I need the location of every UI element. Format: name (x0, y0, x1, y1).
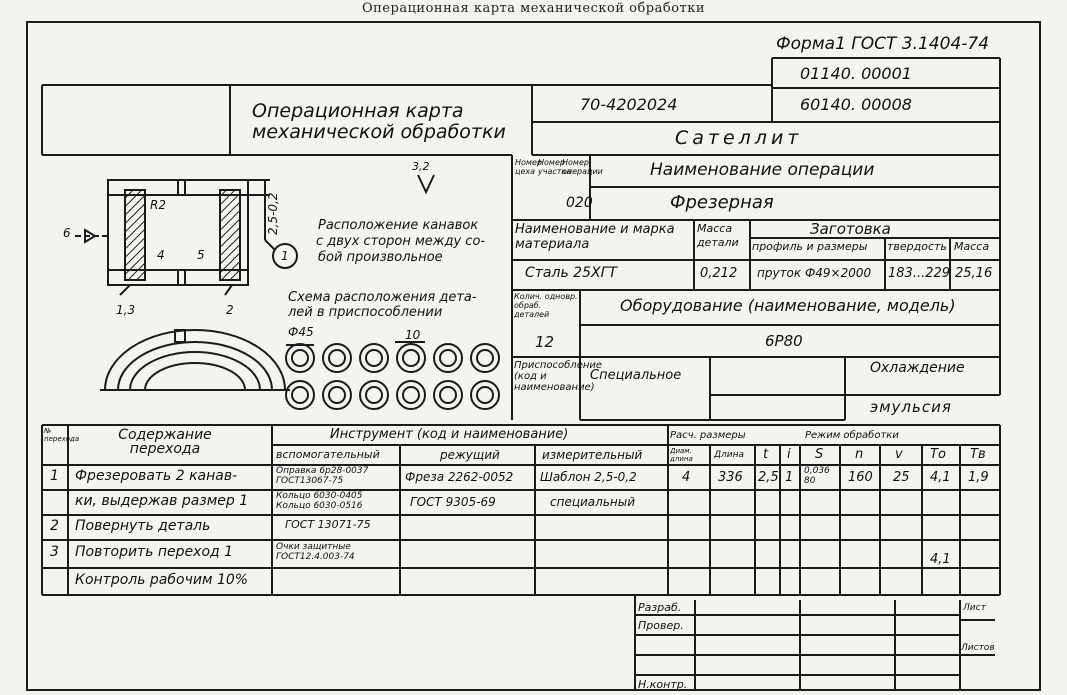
fixture-scheme (286, 342, 499, 409)
part-drawing (75, 175, 434, 390)
row5-content: Контроль рабочим 10% (75, 572, 249, 588)
col-tool-header: Инструмент (код и наименование) (330, 427, 569, 442)
col-s-header: S (815, 447, 824, 462)
doc-number-top: 01140. 00001 (800, 64, 912, 83)
col-cut-header: режущий (440, 448, 500, 462)
operation-name-header: Наименование операции (650, 160, 875, 180)
row1-to: 4,1 (930, 470, 951, 485)
col-i-header: i (787, 447, 791, 462)
part-name: Сателлит (675, 127, 803, 149)
row3-aux: ГОСТ 13071-75 (285, 518, 371, 531)
material-header: Наименование и марка материала (515, 222, 675, 252)
mass-value: 0,212 (700, 266, 738, 281)
col-len-header: Длина (714, 450, 745, 460)
profile-header: профиль и размеры (752, 240, 868, 253)
row3-num: 2 (50, 518, 59, 534)
sig-sheet: Лист (963, 603, 986, 613)
qty-header: Колич. одновр. обраб. деталей (514, 292, 578, 319)
col-v-header: v (895, 447, 903, 462)
row1-tv: 1,9 (968, 470, 989, 485)
row1-num: 1 (50, 468, 59, 484)
row1-s: 0,036 80 (804, 466, 830, 486)
col-t-header: t (763, 447, 769, 462)
sig-developed: Разраб. (638, 601, 682, 614)
col-section: Номер участка (538, 158, 572, 176)
row1-meas: Шаблон 2,5-0,2 (540, 470, 637, 484)
sig-sheets: Листов (961, 643, 995, 653)
row2-meas: специальный (550, 495, 636, 509)
blank-header: Заготовка (810, 220, 891, 238)
col-meas-header: измерительный (542, 448, 643, 462)
col-calc-header: Расч. размеры (670, 430, 746, 441)
note-line2: с двух сторон между со- (316, 234, 486, 249)
col-to-header: То (930, 447, 946, 462)
row1-v: 25 (893, 470, 910, 485)
col-op-number: Номер операции (562, 158, 603, 176)
dim-radius: R2 (150, 198, 166, 212)
label-2: 2 (226, 303, 234, 317)
row1-i: 1 (785, 470, 794, 485)
scheme-title-1: Схема расположения дета- (288, 290, 477, 305)
row1-cut: Фреза 2262-0052 (405, 470, 514, 484)
row2-aux: Кольцо 6030-0405 Кольцо 6030-0516 (276, 491, 363, 511)
form-number: Форма1 ГОСТ 3.1404-74 (776, 34, 990, 54)
label-4: 4 (157, 248, 165, 262)
scheme-title-2: лей в приспособлении (288, 305, 443, 320)
col-mode-header: Режим обработки (805, 430, 899, 441)
mass-header: Масса детали (697, 222, 739, 249)
hardness-value: 183...229 (888, 266, 951, 281)
row1-t: 2,5 (758, 470, 779, 485)
label-5: 5 (197, 248, 205, 262)
roughness-label: 3,2 (412, 160, 430, 173)
row4-aux: Очки защитные ГОСТ12.4.003-74 (276, 542, 355, 562)
fixture-header: Приспособление (код и наименование) (514, 360, 603, 393)
row4-to: 4,1 (930, 552, 951, 567)
row1-diam: 4 (682, 470, 691, 485)
col-n-header: n (855, 447, 864, 462)
product-code: 70-4202024 (580, 95, 678, 114)
col-tv-header: Тв (970, 447, 986, 462)
row4-num: 3 (50, 544, 59, 560)
label-1-3: 1,3 (116, 303, 136, 317)
col-aux-header: вспомогательный (276, 448, 380, 461)
qty-value: 12 (535, 333, 555, 351)
row1-n: 160 (848, 470, 873, 485)
label-6: 6 (63, 226, 71, 240)
hardness-header: твердость (887, 240, 947, 253)
card-title-line2: механической обработки (252, 121, 506, 143)
operation-number: 020 (566, 195, 593, 211)
col-shop: Номер цеха (515, 158, 542, 176)
page-title: Операционная карта механической обработки (361, 1, 706, 16)
row2-cut: ГОСТ 9305-69 (410, 495, 496, 509)
profile-value: пруток Ф49×2000 (757, 266, 872, 280)
note-line1: Расположение канавок (318, 218, 479, 233)
equipment-header: Оборудование (наименование, модель) (620, 296, 956, 315)
col-num-header: № перехода (44, 427, 80, 443)
cooling-value: эмульсия (870, 398, 952, 416)
row3-content: Повернуть деталь (75, 518, 211, 534)
material-value: Сталь 25ХГТ (525, 265, 617, 281)
sig-norm-control: Н.контр. (638, 678, 688, 691)
card-title-line1: Операционная карта (252, 100, 464, 122)
cooling-header: Охлаждение (870, 360, 965, 376)
sig-checked: Провер. (638, 619, 684, 632)
row1-len: 336 (718, 470, 743, 485)
scheme-dim2: 10 (405, 328, 421, 342)
doc-number-2: 60140. 00008 (800, 95, 912, 114)
equipment-value: 6Р80 (765, 332, 803, 350)
row2-content: ки, выдержав размер 1 (75, 493, 249, 509)
scheme-dim1: Ф45 (288, 325, 314, 339)
note-line3: бой произвольное (318, 250, 443, 265)
blank-mass-value: 25,16 (955, 266, 993, 281)
circle-label: 1 (281, 249, 289, 263)
operation-name: Фрезерная (670, 192, 774, 213)
blank-mass-header: Масса (954, 240, 990, 253)
fixture-value: Специальное (590, 368, 682, 383)
col-diam-header: Диам. длина (670, 447, 693, 463)
row4-content: Повторить переход 1 (75, 544, 234, 560)
col-content-header: Содержание перехода (118, 427, 212, 457)
dim-vertical: 2,5-0,2 (266, 192, 280, 235)
row1-aux: Оправка 6р28-0037 ГОСТ13067-75 (276, 466, 369, 486)
row1-content: Фрезеровать 2 канав- (75, 468, 238, 484)
